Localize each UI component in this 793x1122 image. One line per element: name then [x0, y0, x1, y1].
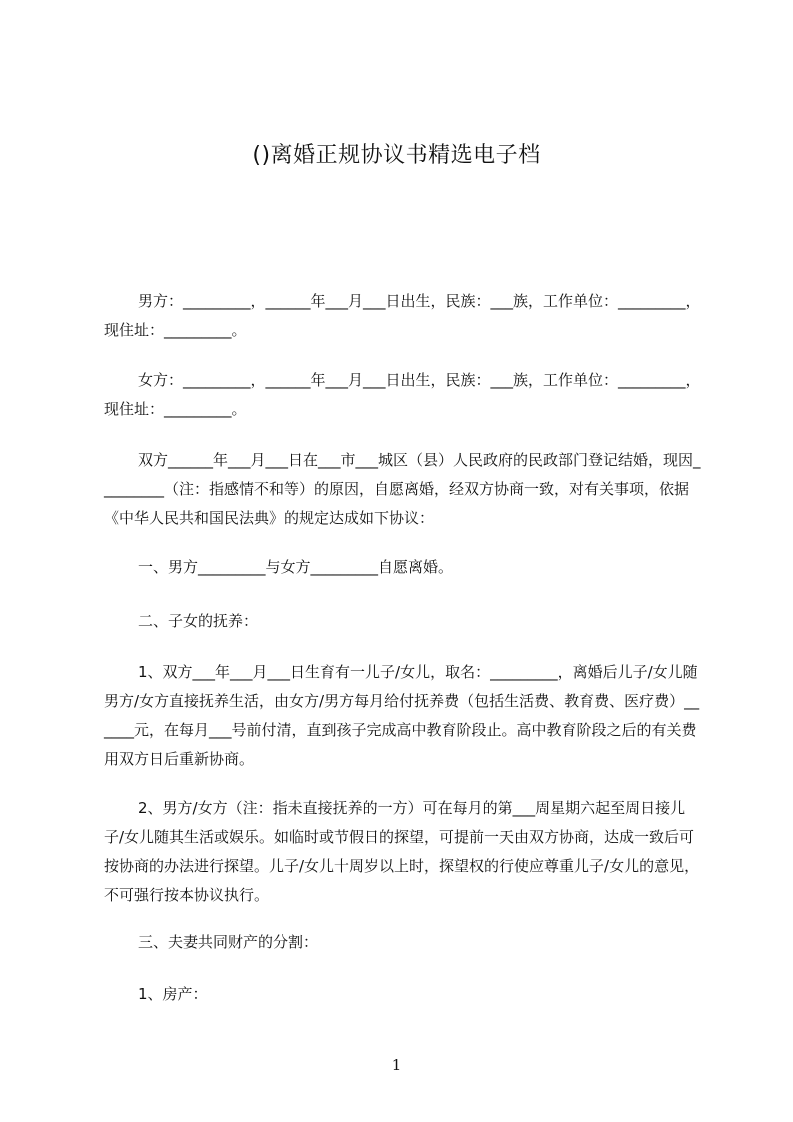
male-party-paragraph: 男方：_________，______年___月___日出生，民族：___族，工作单位：_________，现住址：_________。: [104, 292, 701, 339]
clause-2-item-1-paragraph: 1、双方___年___月___日生育有一儿子/女儿，取名：_________，离婚后儿子/女儿随男方/女方直接抚养生活，由女方/男方每月给付抚养费（包括生活费、教育费、医疗费）______元，在每月___号前付清，直到孩子完成高中教育阶段止。高中教育阶段之后的有关费用双方日后重新协商。: [104, 663, 700, 768]
preamble-paragraph: 双方______年___月___日在___市___城区（县）人民政府的民政部门登记结婚，现因_________（注：指感情不和等）的原因，自愿离婚，经双方协商一致，对有关事项，依据《中华人民共和国民法典》的规定达成如下协议：: [104, 451, 701, 527]
page-number: 1: [391, 1056, 402, 1074]
clause-1-paragraph: 一、男方_________与女方_________自愿离婚。: [138, 558, 454, 576]
clause-3-heading: 三、夫妻共同财产的分割：: [138, 933, 319, 951]
clause-2-item-2-paragraph: 2、男方/女方（注：指未直接抚养的一方）可在每月的第___周星期六起至周日接儿子/女儿随其生活或娱乐。如临时或节假日的探望，可提前一天由双方协商，达成一致后可按协商的办法进行探望。儿子/女儿十周岁以上时，探望权的行使应尊重儿子/女儿的意见，不可强行按本协议执行。: [104, 799, 700, 904]
female-party-paragraph: 女方：_________，______年___月___日出生，民族：___族，工作单位：_________，现住址：_________。: [104, 371, 701, 418]
clause-2-heading: 二、子女的抚养：: [138, 612, 259, 630]
document-title: ()离婚正规协议书精选电子档: [252, 143, 541, 168]
clause-3-item-1-paragraph: 1、房产：: [138, 985, 208, 1003]
